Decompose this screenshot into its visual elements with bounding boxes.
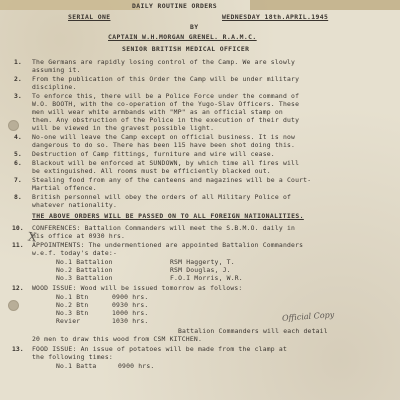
paragraph-number: 1. — [14, 58, 22, 66]
tape-strip-right — [250, 0, 400, 10]
paragraph-line: whatever nationality. — [32, 201, 117, 209]
paragraph-line: be extinguished. All rooms must be efficiently blacked out. — [32, 167, 271, 175]
appointment-unit: No.1 Battalion — [56, 258, 113, 266]
serial-number: SERIAL ONE — [68, 13, 111, 21]
schedule-time: 0900 hrs. — [118, 362, 155, 370]
schedule-time: 0900 hrs. — [112, 293, 149, 301]
document-title: DAILY ROUTINE ORDERS — [132, 2, 217, 10]
paragraph-line: British personnel will obey the orders of all Military Police of — [32, 193, 292, 201]
punch-hole — [8, 120, 19, 131]
paragraph-line: 20 men to draw this wood from CSM KITCHEN. — [32, 335, 202, 343]
paragraph-number: 13. — [12, 345, 24, 353]
paragraph-number: 4. — [14, 133, 22, 141]
paragraph-line: APPOINTMENTS: The undermentioned are appointed Battalion Commanders — [32, 241, 304, 249]
tape-strip-left — [0, 0, 140, 10]
paragraph-line: them. Any obstruction of the Police in the execution of their duty — [32, 116, 300, 124]
paragraph-line: will be viewed in the gravest possible light. — [32, 124, 215, 132]
office-title: SENIOR BRITISH MEDICAL OFFICER — [122, 45, 250, 53]
document-date: WEDNESDAY 18th.APRIL.1945 — [222, 13, 329, 21]
handwritten-signature: Official Copy — [281, 310, 335, 323]
paragraph-line: CONFERENCES: Battalion Commanders will meet the S.B.M.O. daily in — [32, 224, 296, 232]
paragraph-number: 8. — [14, 193, 22, 201]
schedule-unit: No.3 Btn — [56, 309, 89, 317]
paragraph-number: 3. — [14, 92, 22, 100]
paragraph-number: 2. — [14, 75, 22, 83]
paragraph-number: 5. — [14, 150, 22, 158]
schedule-unit: No.1 Btn — [56, 293, 89, 301]
paragraph-line: his office at 0930 hrs. — [32, 232, 126, 240]
paragraph-line: assuming it. — [32, 66, 81, 74]
officer-name: CAPTAIN W.H.MORGAN GRENEL. R.A.M.C. — [108, 33, 257, 41]
schedule-unit: No.2 Btn — [56, 301, 89, 309]
paragraph-line: Battalion Commanders will each detail — [178, 327, 328, 335]
handwritten-margin-mark: X — [27, 229, 38, 245]
schedule-unit: Revier — [56, 317, 81, 325]
punch-hole — [8, 300, 19, 311]
paragraph-number: 10. — [12, 224, 24, 232]
paragraph-line: FOOD ISSUE: An issue of potatoes will be made from the clamp at — [32, 345, 287, 353]
appointment-name: F.O.I Morris, W.R. — [170, 274, 243, 282]
paragraph-number: 6. — [14, 159, 22, 167]
paragraph-line: Stealing food from any of the canteens and magazines will be a Court- — [32, 176, 312, 184]
appointment-unit: No.2 Battalion — [56, 266, 113, 274]
paragraph-line: Blackout will be enforced at SUNDOWN, by which time all fires will — [32, 159, 300, 167]
paragraph-line: From the publication of this Order the Camp will be under military — [32, 75, 300, 83]
section-heading: THE ABOVE ORDERS WILL BE PASSED ON TO ALL FOREIGN NATIONALITIES. — [32, 212, 304, 220]
schedule-time: 0930 hrs. — [112, 301, 149, 309]
by-label: BY — [190, 23, 199, 31]
schedule-time: 1030 hrs. — [112, 317, 149, 325]
paragraph-line: the following times: — [32, 353, 113, 361]
paragraph-line: Martial offence. — [32, 184, 97, 192]
appointment-name: RSM Douglas, J. — [170, 266, 231, 274]
schedule-time: 1000 hrs. — [112, 309, 149, 317]
paragraph-line: Destruction of Camp fittings, furniture and wire will cease. — [32, 150, 275, 158]
schedule-unit: No.1 Batta — [56, 362, 97, 370]
paragraph-line: The Germans are rapidly losing control of the Camp. We are slowly — [32, 58, 296, 66]
paragraph-line: discipline. — [32, 83, 77, 91]
paragraph-number: 11. — [12, 241, 24, 249]
paragraph-line: WOOD ISSUE: Wood will be issued tomorrow as follows: — [32, 284, 243, 292]
paragraph-line: men will wear white armbands with "MP" as an official stamp on — [32, 108, 283, 116]
paragraph-line: W.O. BOOTH, with the co-operation of the Yugo-Slav Officers. These — [32, 100, 300, 108]
paragraph-line: dangerous to do so. There has been 115 have been shot doing this. — [32, 141, 296, 149]
appointment-name: RSM Haggerty, T. — [170, 258, 235, 266]
paragraph-number: 12. — [12, 284, 24, 292]
paragraph-line: w.e.f. today's date:- — [32, 249, 117, 257]
paragraph-line: No-one will leave the Camp except on official business. It is now — [32, 133, 296, 141]
paragraph-number: 7. — [14, 176, 22, 184]
paragraph-line: To enforce this, there will be a Police Force under the command of — [32, 92, 300, 100]
appointment-unit: No.3 Battalion — [56, 274, 113, 282]
